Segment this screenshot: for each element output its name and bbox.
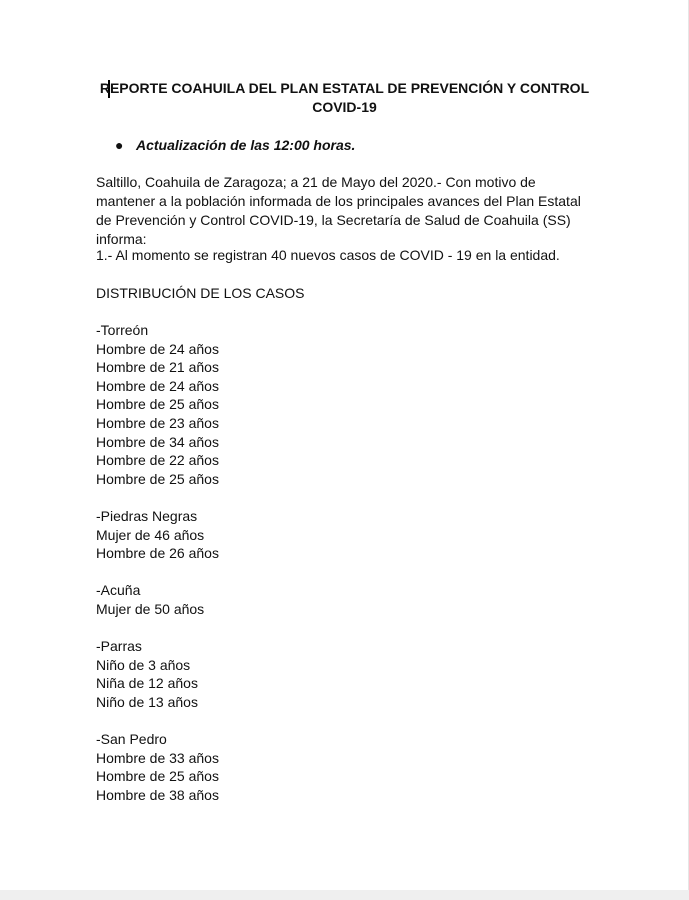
case-entry: Hombre de 38 años [96, 786, 219, 803]
case-entry: Hombre de 24 años [96, 377, 219, 394]
title-line-1: REPORTE COAHUILA DEL PLAN ESTATAL DE PREVENCIÓN Y CONTROL [99, 80, 590, 96]
case-entry: Hombre de 33 años [96, 749, 219, 766]
update-time-text: Actualización de las 12:00 horas. [136, 137, 356, 153]
case-group-name: -Piedras Negras [96, 508, 198, 524]
case-group-acuna [96, 581, 204, 618]
page-bottom-edge [0, 890, 689, 900]
case-group-san-pedro [96, 730, 219, 804]
case-entry: Hombre de 22 años [96, 452, 219, 469]
case-entry: Niño de 13 años [96, 693, 198, 710]
case-entry: Hombre de 25 años [96, 470, 219, 487]
case-group-parras [96, 637, 198, 711]
update-bullet [115, 136, 355, 154]
new-cases-paragraph: 1.- Al momento se registran 40 nuevos casos de COVID - 19 en la entidad. [96, 247, 560, 263]
case-entry: Niña de 12 años [96, 675, 198, 692]
title-line-2: COVID-19 [312, 99, 377, 115]
case-entry: Mujer de 50 años [96, 600, 205, 617]
distribution-heading: DISTRIBUCIÓN DE LOS CASOS [96, 285, 305, 301]
case-group-piedras-negras [96, 507, 219, 563]
case-group-name: -Parras [96, 638, 142, 654]
case-group-torreon [96, 321, 219, 488]
case-entry: Hombre de 21 años [96, 359, 219, 376]
case-entry: Niño de 3 años [96, 656, 191, 673]
case-entry: Hombre de 25 años [96, 396, 219, 413]
case-group-name: -San Pedro [96, 731, 167, 747]
case-entry: Hombre de 24 años [96, 340, 219, 357]
bullet-icon: ● [115, 137, 124, 153]
case-group-name: -Torreón [96, 322, 149, 338]
case-entry: Hombre de 26 años [96, 545, 219, 562]
document-title [96, 79, 593, 117]
case-entry: Hombre de 23 años [96, 414, 219, 431]
intro-paragraph: Saltillo, Coahuila de Zaragoza; a 21 de Mayo del 2020.- Con motivo de mantener a la población informada de los principales avances del Plan Estatal de Prevención y Control COVID-19, la Secretaría de Salud de Coahuila (SS) informa: [96, 174, 581, 247]
case-group-name: -Acuña [96, 582, 141, 598]
case-entry: Mujer de 46 años [96, 526, 205, 543]
case-entry: Hombre de 25 años [96, 768, 219, 785]
case-entry: Hombre de 34 años [96, 433, 219, 450]
